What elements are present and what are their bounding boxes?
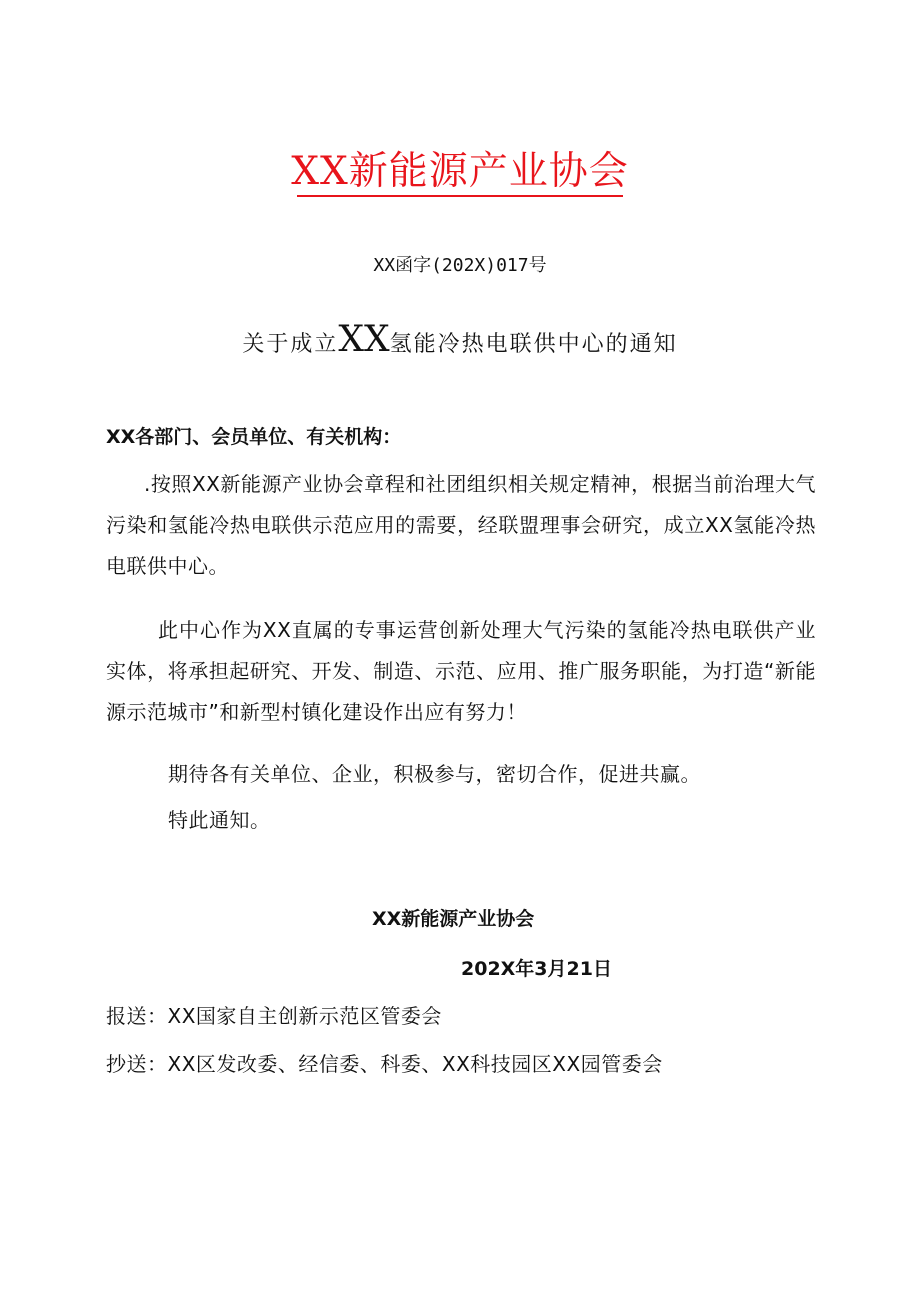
notice-title-prefix: 关于成立 [242, 332, 339, 357]
letterhead-underline [297, 195, 623, 197]
body-paragraph-1: .按照XX新能源产业协会章程和社团组织相关规定精神，根据当前治理大气污染和氢能冷热电联供示范应用的需要，经联盟理事会研究，成立XX氢能冷热电联供中心。 [106, 472, 816, 578]
report-to-line: 报送：XX国家自主创新示范区管委会 [106, 1004, 442, 1028]
body-paragraph-2: 此中心作为XX直属的专事运营创新处理大气污染的氢能冷热电联供产业实体，将承担起研究、开发、制造、示范、应用、推广服务职能，为打造“新能源示范城市”和新型村镇化建设作出应有努力！ [106, 618, 816, 724]
notice-title-suffix: 氢能冷热电联供中心的通知 [389, 332, 678, 357]
salutation: XX各部门、会员单位、有关机构： [106, 426, 402, 448]
letterhead-title: XX新能源产业协会 [291, 149, 629, 194]
signature-organization: XX新能源产业协会 [372, 908, 535, 930]
notice-title-xx: XX [338, 319, 390, 360]
notice-title [0, 319, 920, 363]
document-number: XX函字(202X)017号 [373, 255, 547, 276]
body-paragraph-4: 特此通知。 [168, 808, 271, 832]
copy-to-line: 抄送：XX区发改委、经信委、科委、XX科技园区XX园管委会 [106, 1052, 663, 1076]
body-paragraph-3: 期待各有关单位、企业，积极参与，密切合作，促进共赢。 [168, 762, 701, 786]
signature-date: 202X年3月21日 [461, 958, 612, 980]
